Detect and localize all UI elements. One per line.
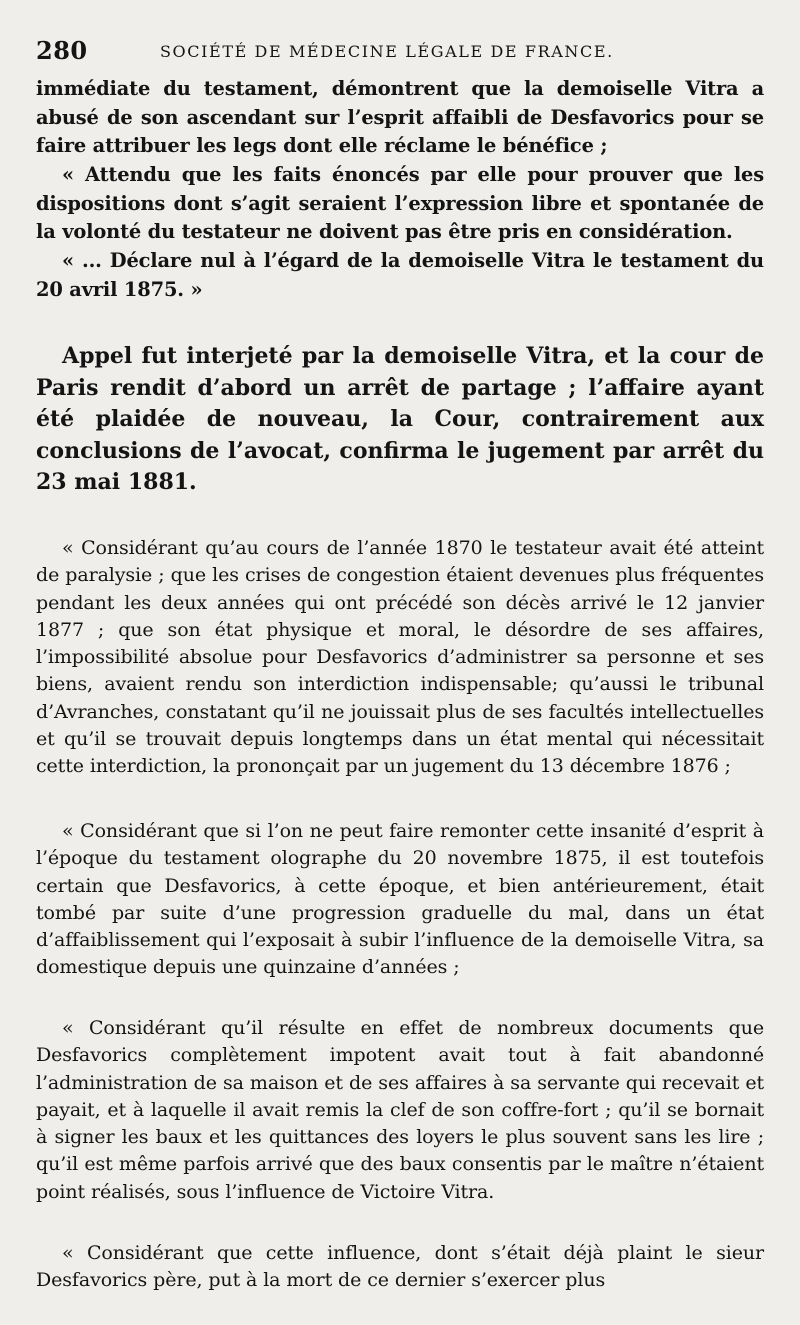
running-title: SOCIÉTÉ DE MÉDECINE LÉGALE DE FRANCE. [160, 42, 614, 61]
paragraph-5: « Considérant qu’au cours de l’année 1870 le testateur avait été atteint de paralysie ; que les crises de congestion étaient devenues plus fréquentes pendant les deux années qui ont précédé son décès arrivé le 12 janvier 1877 ; que son état physique et moral, le désordre de ses affaires, l’impossibilité absolue pour Desfavorics d’administrer sa personne et ses biens, avaient rendu son interdiction indispensable; qu’aussi le tribunal d’Avranches, constatant qu’il ne jouissait plus de ses facultés intellectuelles et qu’il se trouvait depuis longtemps dans un état mental qui nécessitait cette interdiction, la prononçait par un jugement du 13 décembre 1876 ; [36, 537, 764, 778]
paragraph-3: « ... Déclare nul à l’égard de la demoiselle Vitra le testament du 20 avril 1875. » [36, 249, 764, 301]
paragraph-7: « Considérant qu’il résulte en effet de nombreux documents que Desfavorics complètement impotent avait tout à fait abandonné l’administration de sa maison et de ses affaires à sa servante qui recevait et payait, et à laquelle il avait remis la clef de son coffre-fort ; qu’il se bornait à signer les baux et les quittances des loyers le plus souvent sans les lire ; qu’il est même parfois arrivé que des baux consentis par le maître n’étaient point réalisés, sous l’influence de Victoire Vitra. [36, 1017, 764, 1203]
paragraph-4: Appel fut interjeté par la demoiselle Vitra, et la cour de Paris rendit d’abord un arrêt de partage ; l’affaire ayant été plaidée de nouveau, la Cour, contrairement aux conclusions de l’avocat, confirma le jugement par arrêt du 23 mai 1881. [36, 343, 764, 495]
paragraph-8: « Considérant que cette influence, dont s’était déjà plaint le sieur Desfavorics père, put à la mort de ce dernier s’exercer plus [36, 1242, 764, 1292]
page-number: 280 [36, 36, 88, 65]
paragraph-2: « Attendu que les faits énoncés par elle pour prouver que les dispositions dont s’agit seraient l’expression libre et spontanée de la volonté du testateur ne doivent pas être pris en considération. [36, 163, 764, 244]
paragraph-6: « Considérant que si l’on ne peut faire remonter cette insanité d’esprit à l’époque du testament olographe du 20 novembre 1875, il est toutefois certain que Desfavorics, à cette époque, et bien antérieurement, était tombé par suite d’une progression graduelle du mal, dans un état d’affaiblissement qui l’exposait à subir l’influence de la demoiselle Vitra, sa domestique depuis une quinzaine d’années ; [36, 820, 764, 979]
page-header [36, 36, 766, 68]
paragraph-1: immédiate du testament, démontrent que la demoiselle Vitra a abusé de son ascendant sur l’esprit affaibli de Desfavorics pour se faire attribuer les legs dont elle réclame le bénéfice ; [36, 77, 764, 158]
